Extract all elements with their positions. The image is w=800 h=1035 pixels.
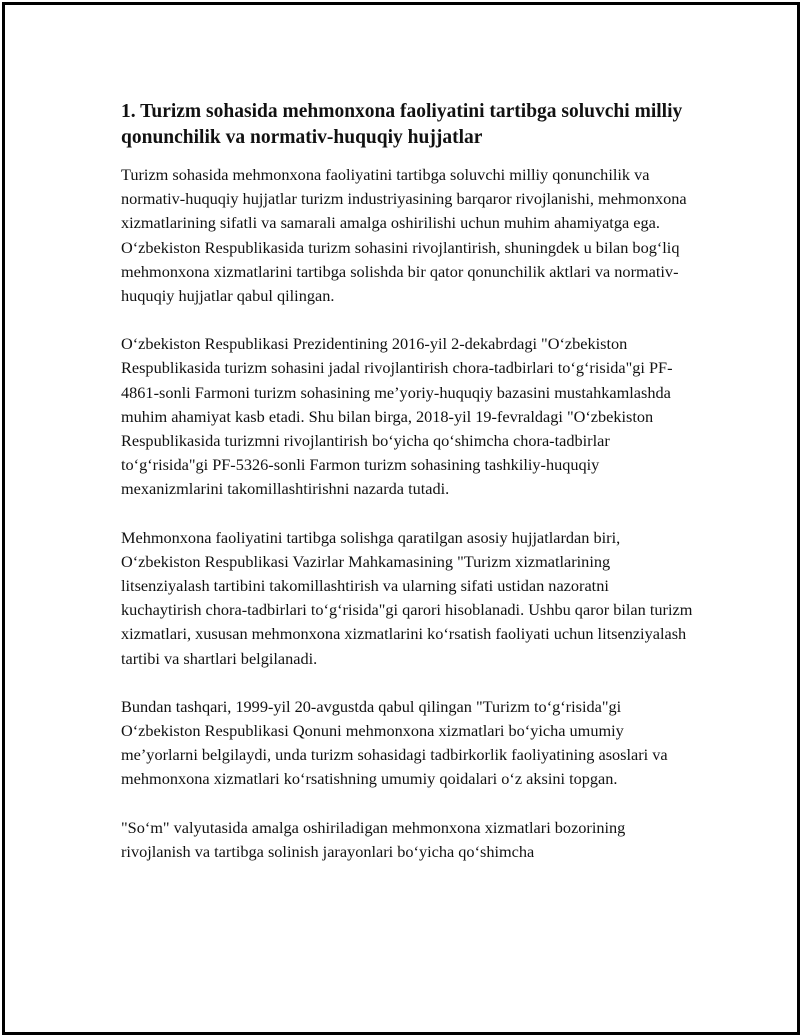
paragraph-5: "So‘m" valyutasida amalga oshiriladigan mehmonxona xizmatlari bozorining rivojlanish va tartibga solinish jarayonlari bo‘yicha qo‘shimcha xyxy=(121,817,626,861)
paragraph-4: Bundan tashqari, 1999-yil 20-avgustda qabul qilingan "Turizm to‘g‘risida"gi O‘zbekiston Respublikasi Qonuni mehmonxona xizmatlari bo‘yicha umumiy me’yorlarni belgilaydi, unda turizm sohasidagi tadbirkorlik faoliyatining asoslari va mehmonxona xizmatlari ko‘rsatishning umumiy qoidalari o‘z aksini topgan. xyxy=(121,696,668,789)
paragraph-3: Mehmonxona faoliyatini tartibga solishga qaratilgan asosiy hujjatlardan biri, O‘zbekiston Respublikasi Vazirlar Mahkamasining "Turizm xizmatlarining litsenziyalash tartibini takomillashtirish va ularning sifati ustidan nazoratni kuchaytirish chora-tadbirlari to‘g‘risida"gi qarori hisoblanadi. Ushbu qaror bilan turizm xizmatlari, xususan mehmonxona xizmatlarini ko‘rsatish faoliyati uchun litsenziyalash tartibi va shartlari belgilanadi. xyxy=(121,527,693,668)
document-body xyxy=(121,99,701,888)
page-frame xyxy=(2,2,800,1035)
paragraph-2: O‘zbekiston Respublikasi Prezidentining 2016-yil 2-dekabrdagi "O‘zbekiston Respublikasida turizm sohasini jadal rivojlantirish chora-tadbirlari to‘g‘risida"gi PF-4861-sonli Farmoni turizm sohasining me’yoriy-huquqiy bazasini mustahkamlashda muhim ahamiyat kasb etadi. Shu bilan birga, 2018-yil 19-fevraldagi "O‘zbekiston Respublikasida turizmni rivojlantirish bo‘yicha qo‘shimcha chora-tadbirlar to‘g‘risida"gi PF-5326-sonli Farmon turizm sohasining tashkiliy-huquqiy mexanizmlarini takomillashtirishni nazarda tutadi. xyxy=(121,334,673,499)
section-heading: 1. Turizm sohasida mehmonxona faoliyatini tartibga soluvchi milliy qonunchilik va normativ-huquqiy hujjatlar xyxy=(121,101,683,148)
paragraph-1: Turizm sohasida mehmonxona faoliyatini tartibga soluvchi milliy qonunchilik va normativ-huquqiy hujjatlar turizm industriyasining barqaror rivojlanishi, mehmonxona xizmatlarining sifatli va samarali amalga oshirilishi uchun muhim ahamiyatga ega. O‘zbekiston Respublikasida turizm sohasini rivojlantirish, shuningdek u bilan bog‘liq mehmonxona xizmatlarini tartibga solishda bir qator qonunchilik aktlari va normativ-huquqiy hujjatlar qabul qilingan. xyxy=(121,165,687,306)
